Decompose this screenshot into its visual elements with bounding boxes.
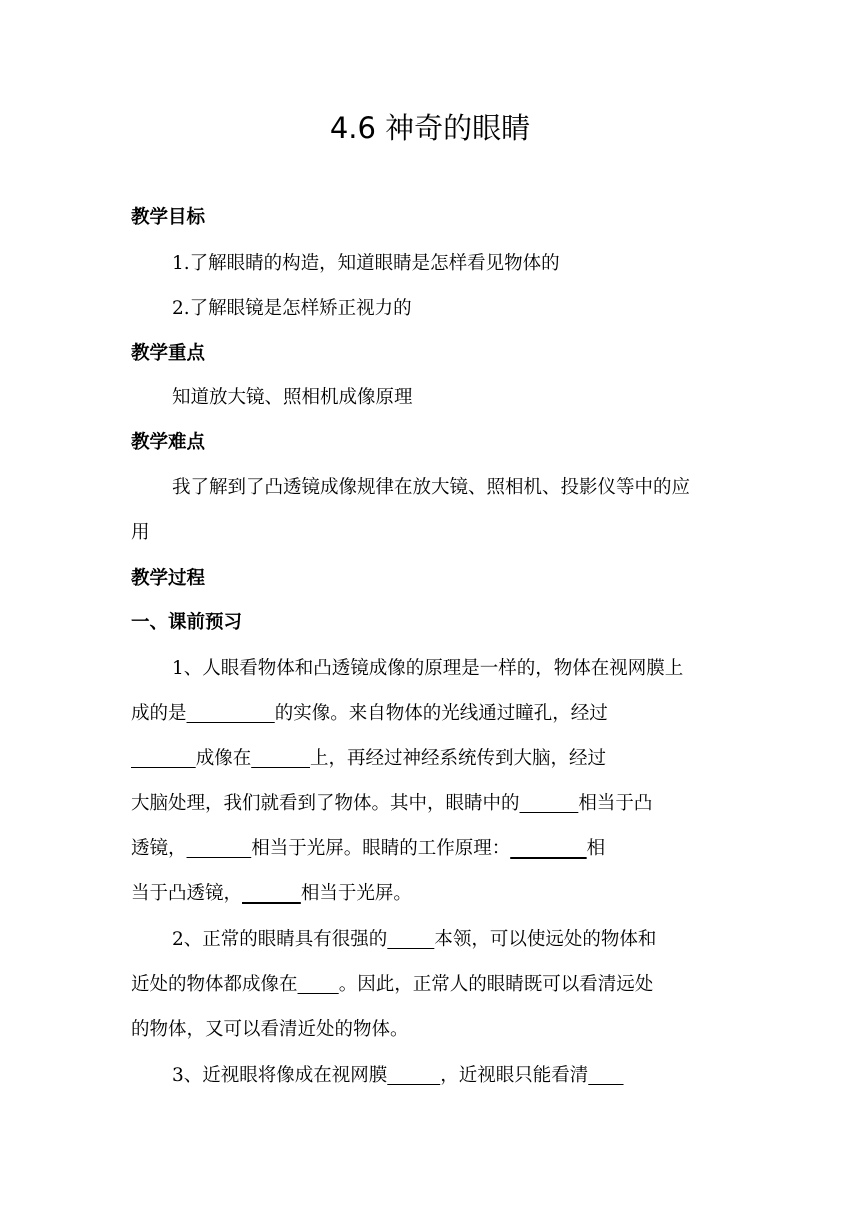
q1-text: 相当于光屏。眼睛的工作原理： [251,838,511,859]
q1-text: 透镜， [131,838,187,859]
q1-text: 成像在 [195,748,252,769]
preview-heading: 一、课前预习 [131,612,243,633]
q1-text: 的实像。来自物体的光线通过瞳孔，经过 [274,703,608,724]
q1-line-6 [131,880,412,908]
q3-line-1 [172,1062,624,1090]
q2-text: 本领，可以使远处的物体和 [434,929,657,950]
fill-blank [510,838,586,859]
difficulty-text-line-2: 用 [131,522,150,543]
q1-line-1: 1、人眼看物体和凸透镜成像的原理是一样的，物体在视网膜上 [172,658,684,679]
focus-text: 知道放大镜、照相机成像原理 [172,387,413,408]
q1-line-3 [131,745,606,773]
q1-line-5 [131,835,605,863]
q1-text: 相 [586,838,606,859]
fill-blank [588,1065,623,1086]
fill-blank [131,748,196,769]
q1-text: 当于凸透镜， [131,883,243,904]
q1-text: 大脑处理，我们就看到了物体。其中，眼睛中的 [131,793,520,814]
difficulty-text-line-1: 我了解到了凸透镜成像规律在放大镜、照相机、投影仪等中的应 [172,477,691,498]
q3-text: 3、近视眼将像成在视网膜 [172,1065,388,1086]
q1-text: 成的是 [131,703,187,724]
document-title: 4.6 神奇的眼睛 [329,111,531,145]
process-heading: 教学过程 [131,568,206,589]
fill-blank [387,929,434,950]
q2-text: 2、正常的眼睛具有很强的 [172,929,388,950]
q1-text: 上，再经过神经系统传到大脑，经过 [310,748,607,769]
q1-text: 相当于凸 [578,793,653,814]
goal-item-1: 1.了解眼睛的构造，知道眼睛是怎样看见物体的 [172,253,560,274]
fill-blank [187,703,275,724]
q2-line-1 [172,926,656,954]
fill-blank [298,974,339,995]
q2-text: 近处的物体都成像在 [131,974,298,995]
q3-text: ，近视眼只能看清 [440,1065,589,1086]
fill-blank [520,793,579,814]
q2-text: 。因此，正常人的眼睛既可以看清远处 [338,974,654,995]
fill-blank [187,838,252,859]
fill-blank [242,883,301,904]
q2-line-2 [131,971,653,999]
goal-item-2: 2.了解眼镜是怎样矫正视力的 [172,298,412,319]
goals-heading: 教学目标 [131,207,206,228]
q2-line-3: 的物体，又可以看清近处的物体。 [131,1019,409,1040]
fill-blank [387,1065,440,1086]
q1-line-2 [131,700,608,728]
difficulty-heading: 教学难点 [131,432,206,453]
q1-line-4 [131,790,652,818]
fill-blank [251,748,310,769]
q1-text: 相当于光屏。 [300,883,412,904]
focus-heading: 教学重点 [131,343,206,364]
